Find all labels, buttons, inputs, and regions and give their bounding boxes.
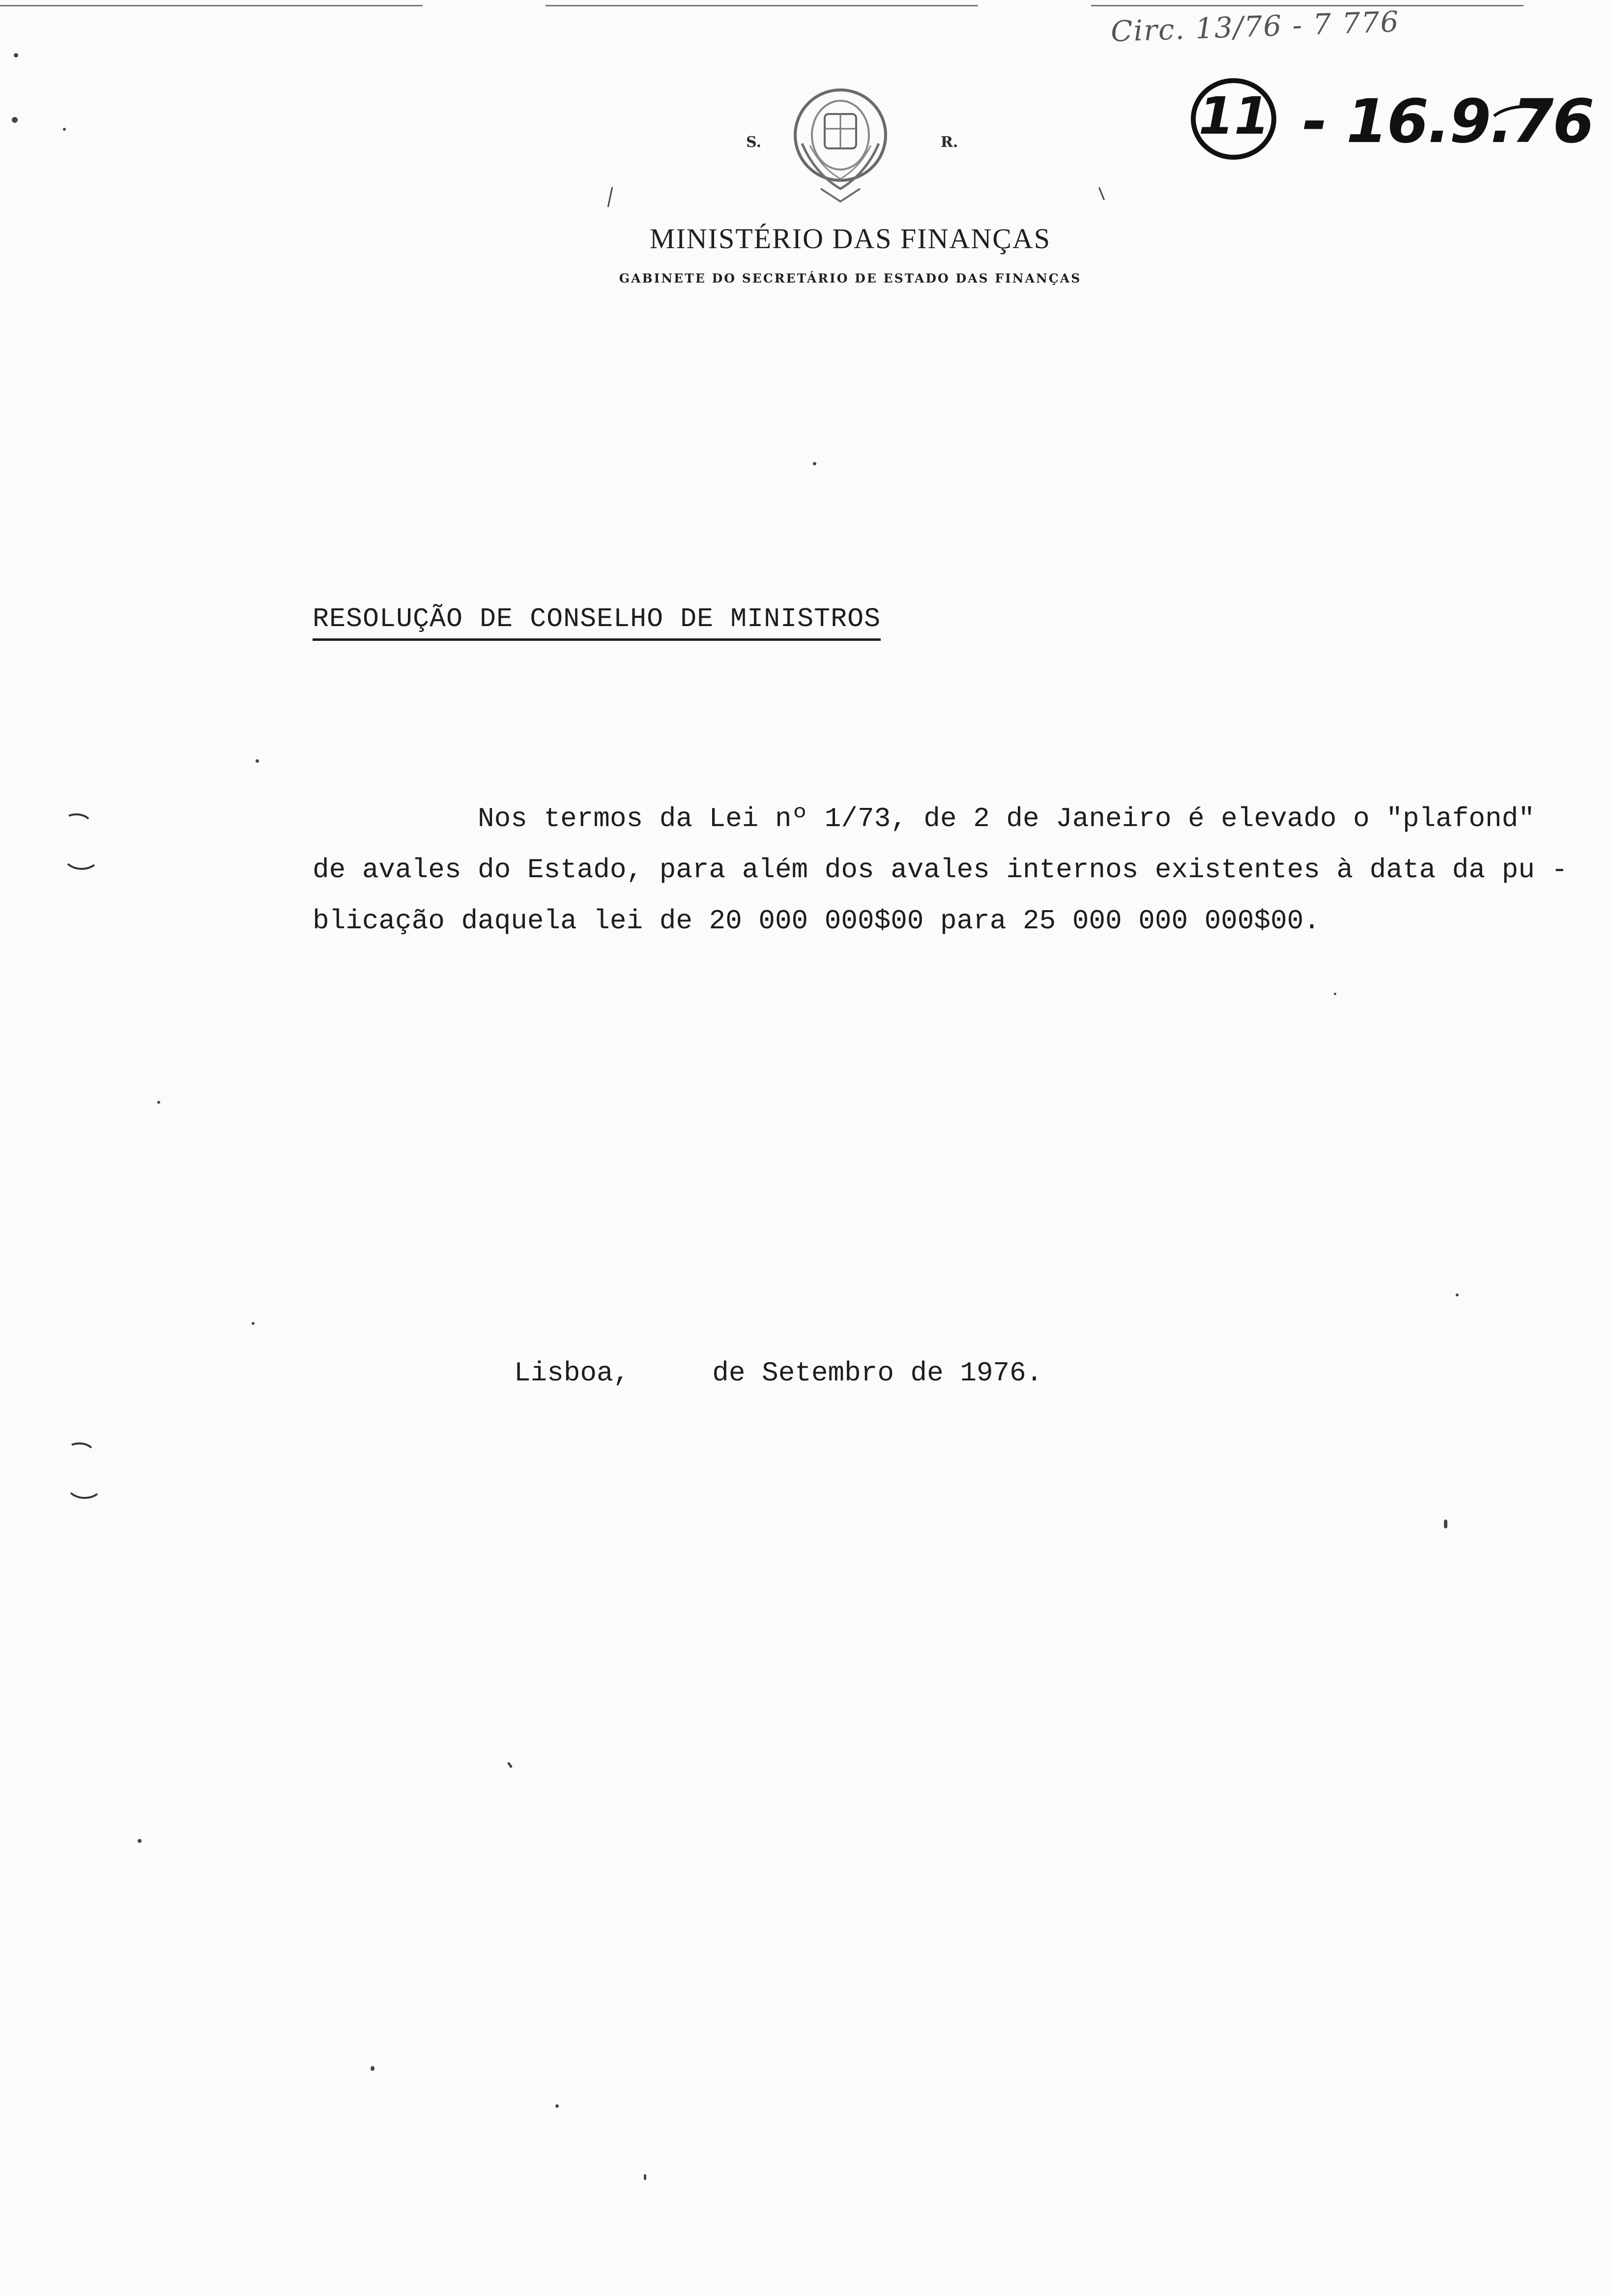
coat-of-arms-icon [781,79,899,226]
scan-speck [1334,993,1336,995]
body-line-3: blicação daquela lei de 20 000 000$00 para 25 000 000 000$00. [313,905,1320,937]
scan-speck [138,1839,142,1843]
scan-speck [813,462,816,465]
scan-speck [63,128,66,131]
top-scan-line-left [0,5,423,6]
body-line-2: de avales do Estado, para além dos avales internos existentes à data da pu - [313,854,1568,886]
handwritten-circular-reference: Circ. 13/76 - 7 776 [1110,4,1400,49]
body-line-1: Nos termos da Lei nº 1/73, de 2 de Janeiro é elevado o "plafond" [313,803,1535,834]
scan-speck [12,117,18,123]
resolution-heading: RESOLUÇÃO DE CONSELHO DE MINISTROS [313,603,881,641]
ministry-title: MINISTÉRIO DAS FINANÇAS [649,223,1051,255]
scan-speck [507,1762,513,1769]
left-margin-bracket-1 [59,806,103,885]
left-margin-bracket-2 [62,1435,106,1514]
scan-speck [555,2104,559,2108]
office-subtitle: GABINETE DO SECRETÁRIO DE ESTADO DAS FINANÇAS [619,271,1082,286]
scan-speck [157,1101,160,1104]
seal-right-letter: R. [941,134,958,151]
scan-speck [1098,187,1105,200]
scan-speck [1456,1293,1459,1296]
document-date-line: Lisboa, de Setembro de 1976. [514,1357,1043,1389]
ministry-seal [781,79,899,226]
scan-speck [256,759,259,763]
handwritten-reference-number: 11 [1198,86,1270,146]
seal-left-letter: S. [746,134,762,151]
scan-speck [1444,1520,1447,1528]
scan-speck [252,1322,255,1325]
scan-speck [371,2066,374,2071]
handwritten-reference-date: - 16.9.76 [1302,86,1594,156]
top-scan-line-center [546,5,978,6]
top-scan-line-right [1091,5,1524,6]
scan-speck [14,53,18,57]
scan-speck [644,2174,646,2180]
scan-speck [607,187,613,207]
